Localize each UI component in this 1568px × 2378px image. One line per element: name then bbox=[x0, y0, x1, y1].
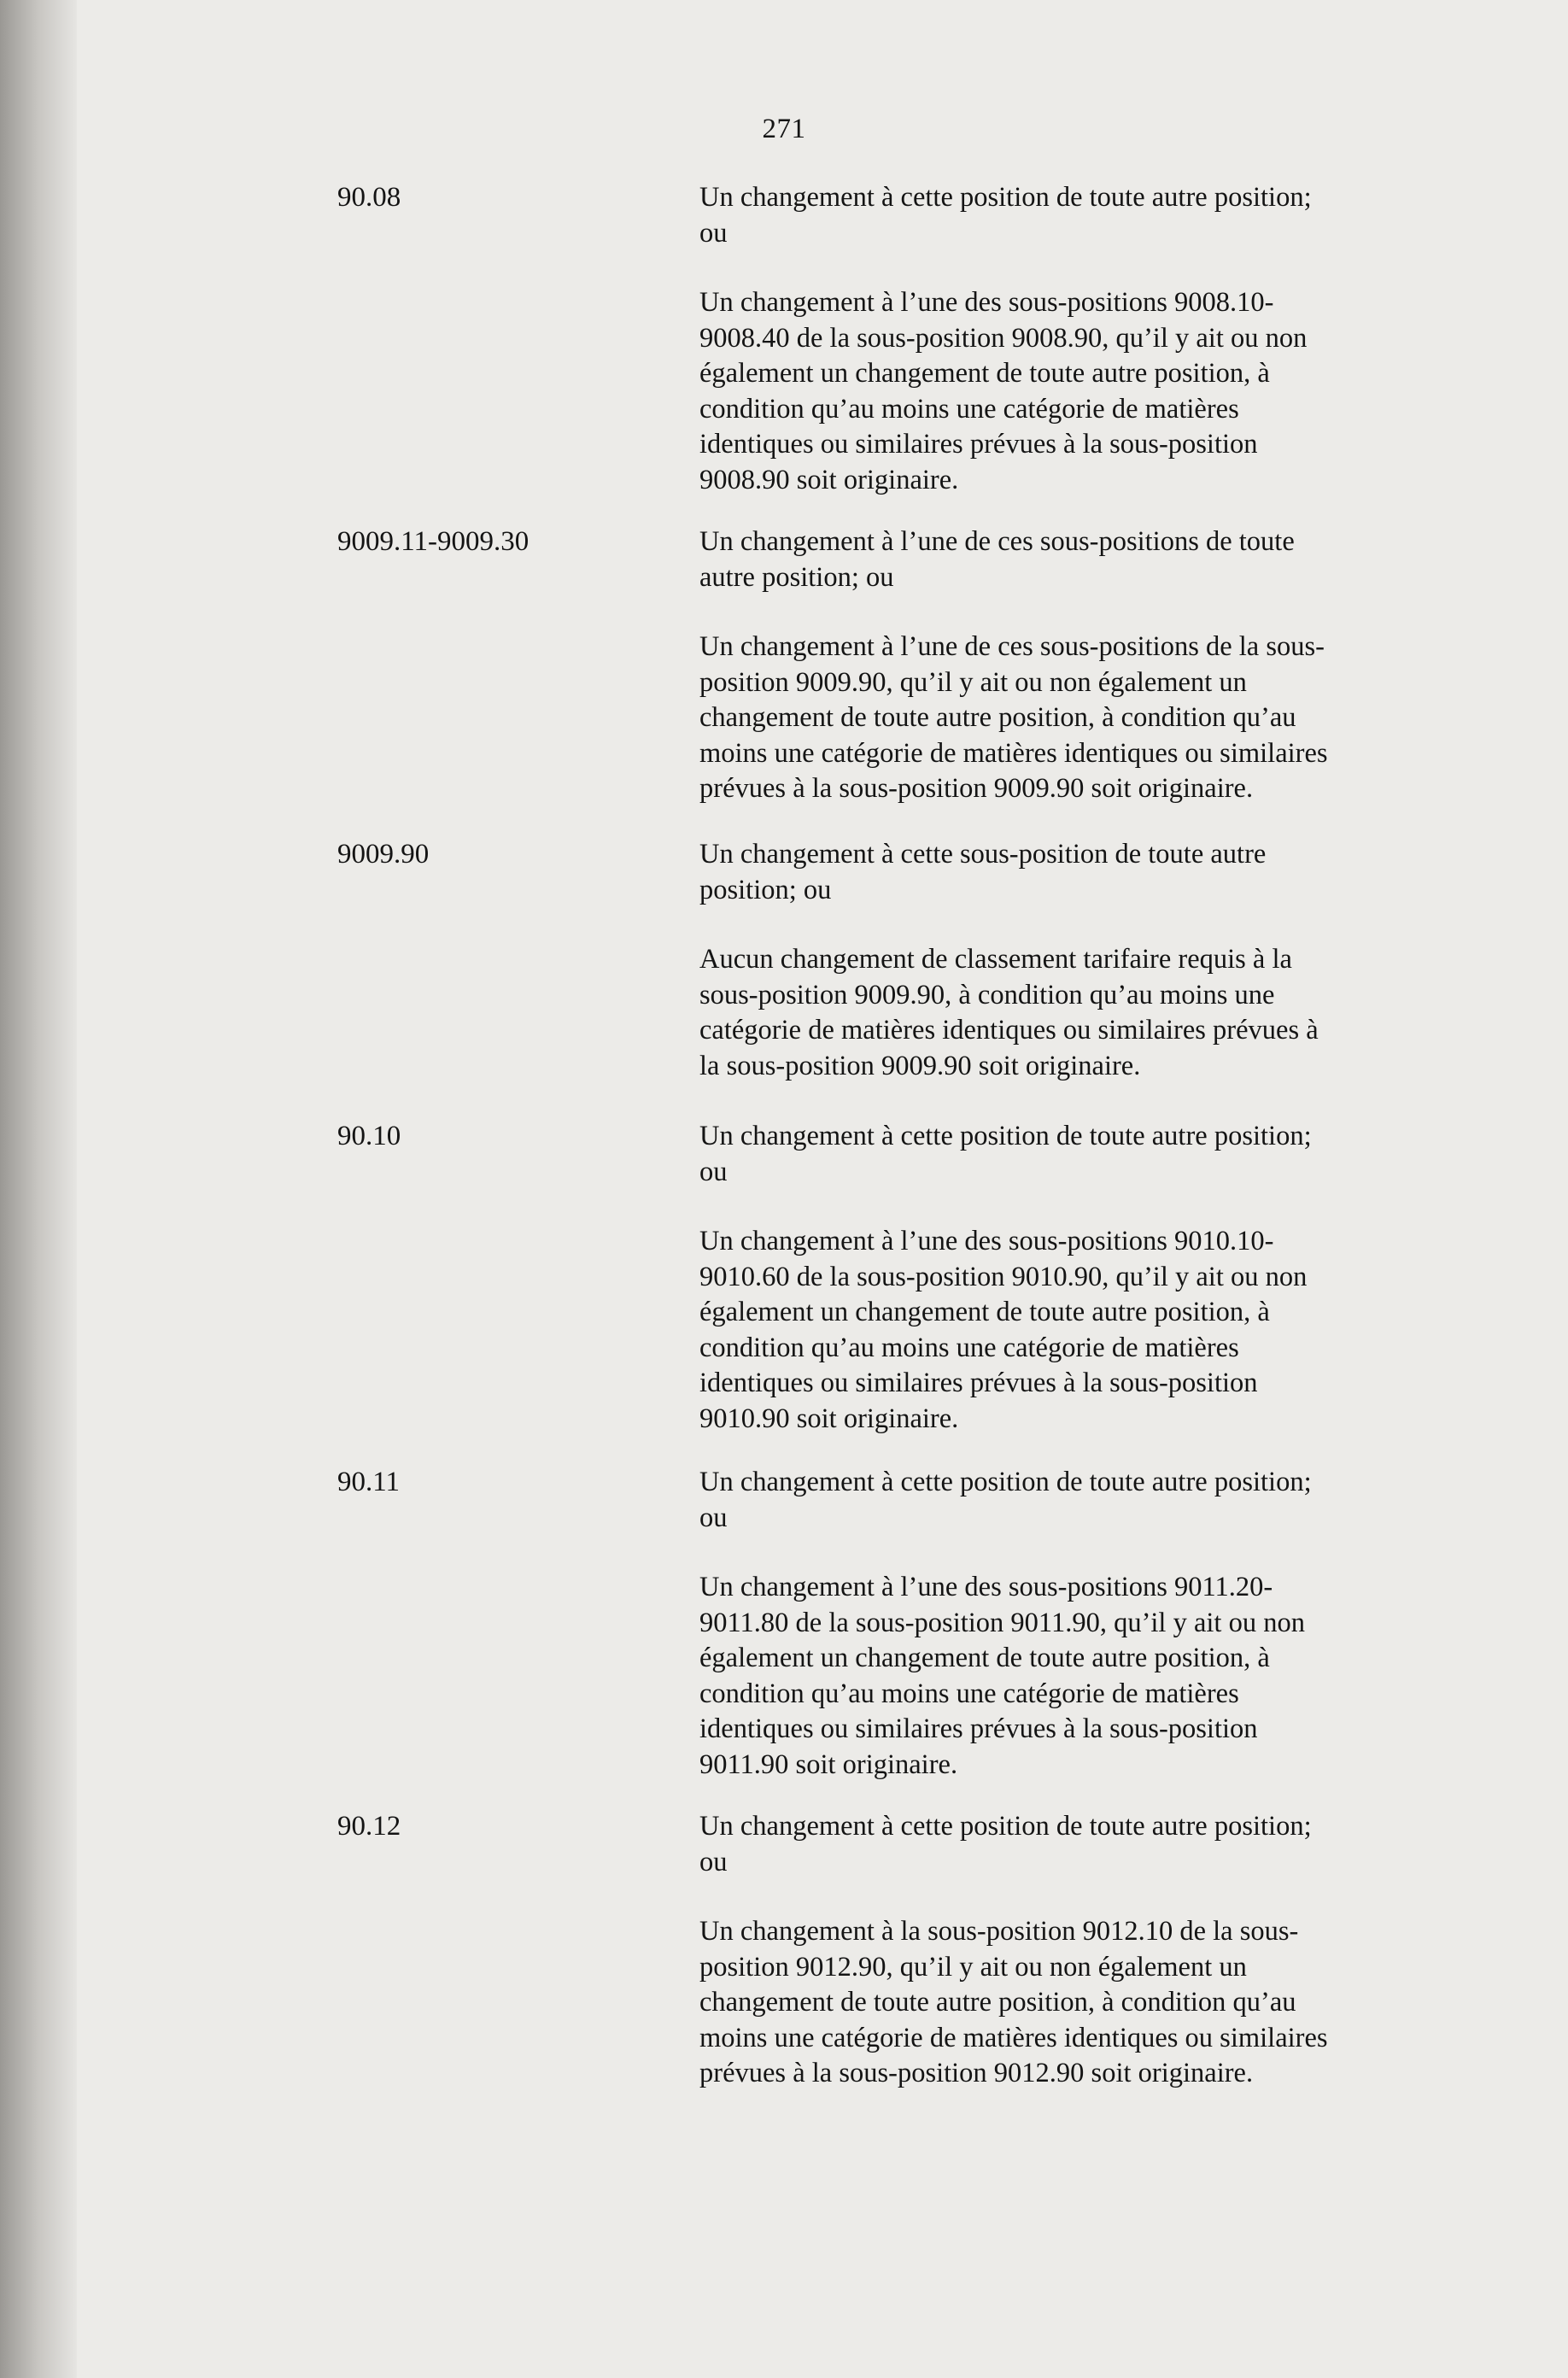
rule-paragraph: Un changement à l’une des sous-positions 9008.10- 9008.40 de la sous-position 9008.90, qu’il y ait ou non également un changement de toute autre position, à condition qu’au moins une catégorie de matières identiques ou similaires prévues à la sous-position 9008.90 soit originaire. bbox=[699, 287, 1308, 495]
tariff-code: 90.08 bbox=[337, 182, 401, 213]
rule-text bbox=[699, 837, 1417, 1084]
rule-paragraph: Un changement à cette position de toute autre position; ou bbox=[699, 1121, 1312, 1187]
rule-paragraph: Un changement à la sous-position 9012.10 de la sous- position 9012.90, qu’il y ait ou non également un changement de toute autre position, à condition qu’au moins une catégorie de matières identiques ou similaires prévues à la sous-position 9012.90 soit originaire. bbox=[699, 1916, 1328, 2088]
rule-text bbox=[699, 1809, 1417, 2092]
rule-paragraph: Un changement à cette position de toute autre position; ou bbox=[699, 1811, 1312, 1877]
tariff-code: 90.11 bbox=[337, 1467, 401, 1497]
tariff-code: 9009.11-9009.30 bbox=[337, 526, 529, 557]
page-binding-shadow bbox=[0, 0, 77, 2378]
tariff-code: 90.10 bbox=[337, 1121, 401, 1151]
rule-paragraph: Un changement à l’une des sous-positions 9010.10- 9010.60 de la sous-position 9010.90, qu’il y ait ou non également un changement de toute autre position, à condition qu’au moins une catégorie de matières identiques ou similaires prévues à la sous-position 9010.90 soit originaire. bbox=[699, 1226, 1308, 1434]
rule-paragraph: Un changement à cette position de toute autre position; ou bbox=[699, 1467, 1312, 1533]
rule-paragraph: Un changement à cette sous-position de toute autre position; ou bbox=[699, 839, 1267, 905]
rule-paragraph: Un changement à l’une de ces sous-positions de toute autre position; ou bbox=[699, 526, 1295, 593]
rule-text bbox=[699, 1465, 1417, 1783]
tariff-code: 90.12 bbox=[337, 1811, 401, 1842]
tariff-code: 9009.90 bbox=[337, 839, 430, 870]
rule-paragraph: Aucun changement de classement tarifaire requis à la sous-position 9009.90, à condition qu’au moins une catégorie de matières identiques ou similaires prévues à la sous-position 9009.90 soit originaire. bbox=[699, 944, 1319, 1081]
rule-paragraph: Un changement à l’une des sous-positions 9011.20- 9011.80 de la sous-position 9011.90, qu’il y ait ou non également un changement de toute autre position, à condition qu’au moins une catégorie de matières identiques ou similaires prévues à la sous-position 9011.90 soit originaire. bbox=[699, 1572, 1305, 1780]
rule-text bbox=[699, 524, 1417, 807]
rule-paragraph: Un changement à l’une de ces sous-positions de la sous- position 9009.90, qu’il y ait ou non également un changement de toute autre position, à condition qu’au moins une catégorie de matières identiques ou similaires prévues à la sous-position 9009.90 soit originaire. bbox=[699, 631, 1328, 804]
rule-text bbox=[699, 180, 1417, 498]
rule-paragraph: Un changement à cette position de toute autre position; ou bbox=[699, 182, 1312, 249]
rule-text bbox=[699, 1119, 1417, 1437]
page-number: 271 bbox=[762, 114, 806, 144]
